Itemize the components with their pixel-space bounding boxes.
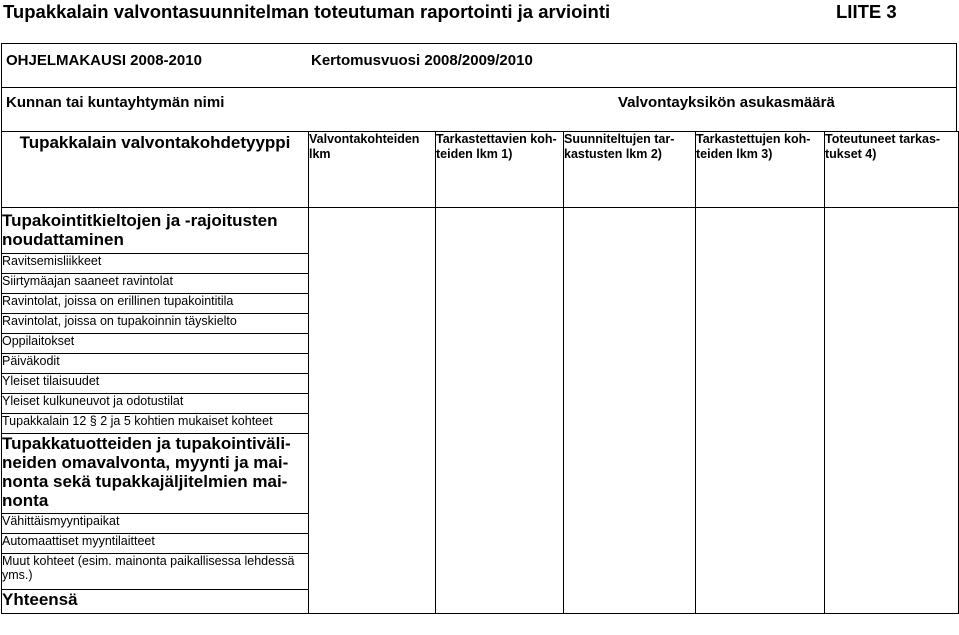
row-label: Siirtymäajan saaneet ravintolat xyxy=(2,274,309,294)
cell-targets-to-inspect[interactable] xyxy=(436,208,564,614)
row-label: Päiväkodit xyxy=(2,354,309,374)
page-title: Tupakkalain valvontasuunnitelman toteutuman raportointi ja arviointi xyxy=(3,1,611,22)
column-header-inspected-targets: Tarkastettujen koh-teiden lkm 3) xyxy=(696,132,825,208)
program-period: OHJELMAKAUSI 2008-2010 xyxy=(6,52,202,69)
column-header-completed-inspections: Toteutuneet tarkas-tukset 4) xyxy=(825,132,959,208)
reporting-year: Kertomusvuosi 2008/2009/2010 xyxy=(311,52,533,69)
row-label: Muut kohteet (esim. mainonta paikallisessa lehdessä yms.) xyxy=(2,554,309,590)
row-label: Yleiset kulkuneuvot ja odotustilat xyxy=(2,394,309,414)
total-label: Yhteensä xyxy=(2,590,309,614)
row-label: Ravintolat, joissa on erillinen tupakointitila xyxy=(2,294,309,314)
cell-completed-inspections[interactable] xyxy=(825,208,959,614)
municipality-info-row xyxy=(1,87,957,131)
municipality-label: Kunnan tai kuntayhtymän nimi xyxy=(6,94,225,111)
row-label: Vähittäismyyntipaikat xyxy=(2,514,309,534)
table-row xyxy=(2,208,959,254)
row-label: Tupakkalain 12 § 2 ja 5 kohtien mukaiset kohteet xyxy=(2,414,309,434)
column-header-targets-to-inspect: Tarkastettavien koh-teiden lkm 1) xyxy=(436,132,564,208)
column-header-target-count: Valvontakohteiden lkm xyxy=(309,132,436,208)
row-label: Yleiset tilaisuudet xyxy=(2,374,309,394)
attachment-label: LIITE 3 xyxy=(836,1,897,22)
row-label: Tupakkatuotteiden ja tupakointiväli-neiden omavalvonta, myynti ja mai-nonta sekä tupakkajäljitelmien mai-nonta xyxy=(2,434,309,514)
cell-planned-inspections[interactable] xyxy=(564,208,696,614)
cell-target-count[interactable] xyxy=(309,208,436,614)
row-label: Oppilaitokset xyxy=(2,334,309,354)
row-label: Automaattiset myyntilaitteet xyxy=(2,534,309,554)
population-label: Valvontayksikön asukasmäärä xyxy=(618,94,835,111)
column-header-target-type: Tupakkalain valvontakohdetyyppi xyxy=(2,132,309,208)
table-header-row xyxy=(2,132,959,208)
row-label: Ravitsemisliikkeet xyxy=(2,254,309,274)
program-info-row xyxy=(1,43,957,87)
row-label: Ravintolat, joissa on tupakoinnin täyskielto xyxy=(2,314,309,334)
column-header-planned-inspections: Suunniteltujen tar-kastusten lkm 2) xyxy=(564,132,696,208)
report-table xyxy=(1,131,959,614)
row-label: Tupakointitkieltojen ja -rajoitusten noudattaminen xyxy=(2,208,309,254)
cell-inspected-targets[interactable] xyxy=(696,208,825,614)
